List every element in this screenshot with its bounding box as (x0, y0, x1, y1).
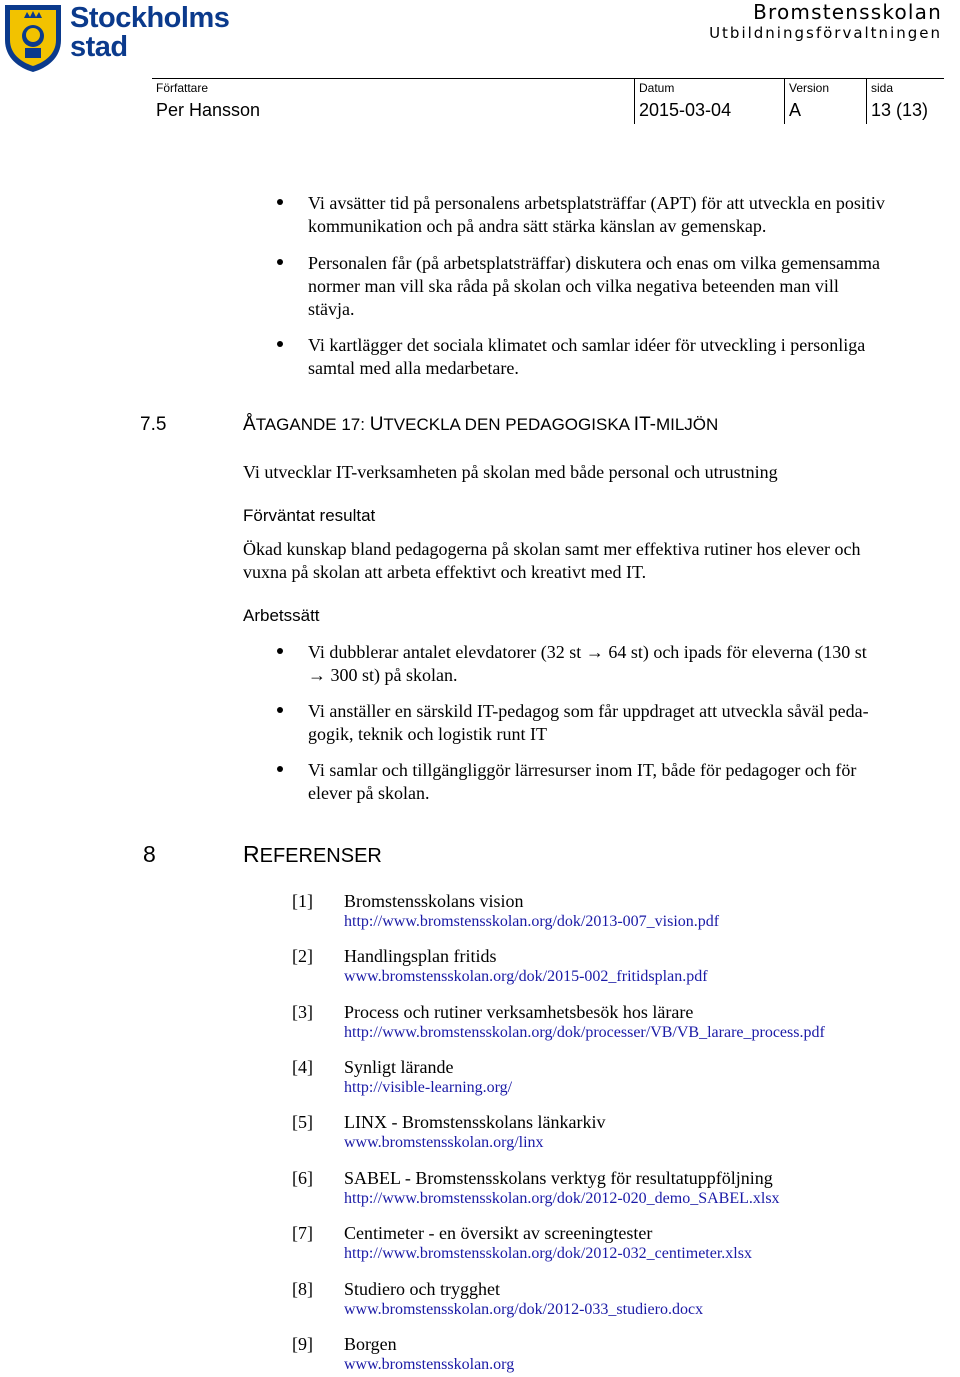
org-dept: Utbildningsförvaltningen (709, 24, 942, 42)
ref-title: Process och rutiner verksamhetsbesök hos lärare (344, 1002, 694, 1022)
date-label: Datum (639, 81, 675, 95)
ref-number: [8] (292, 1279, 313, 1299)
ref-number: [7] (292, 1223, 313, 1243)
date-value: 2015-03-04 (639, 100, 732, 120)
logo-line1: Stockholms (70, 2, 230, 34)
ref-title: Handlingsplan fritids (344, 946, 497, 966)
expected-result-heading: Förväntat resultat (243, 506, 376, 525)
ref-title: Studiero och trygghet (344, 1279, 500, 1299)
ref-link[interactable]: http://www.bromstensskolan.org/dok/2012-032_centimeter.xlsx (344, 1245, 752, 1262)
version-label: Version (789, 81, 830, 95)
section-8-title: REFERENSER (243, 841, 382, 867)
ref-link[interactable]: http://www.bromstensskolan.org/dok/processer/VB/VB_larare_process.pdf (344, 1024, 825, 1041)
ref-number: [3] (292, 1002, 313, 1022)
arrow-right-icon: → (585, 642, 604, 662)
ref-link[interactable]: http://www.bromstensskolan.org/dok/2012-020_demo_SABEL.xlsx (344, 1190, 780, 1207)
ref-title: Borgen (344, 1334, 397, 1354)
list-item: Vi avsätter tid på personalens arbetsplatsträffar (APT) för att utveckla en positiv kommunikation och på andra sätt stärka känslan av gemenskap. (308, 193, 885, 236)
ref-title: Synligt lärande (344, 1057, 454, 1077)
logo-line2: stad (70, 31, 128, 63)
org-name: Bromstensskolan (753, 0, 942, 24)
ref-title: Bromstensskolans vision (344, 891, 524, 911)
section-7-5-number: 7.5 (140, 414, 167, 435)
ref-link[interactable]: www.bromstensskolan.org/dok/2015-002_fritidsplan.pdf (344, 968, 708, 985)
crest-icon (2, 2, 64, 74)
document-header-table (152, 78, 944, 124)
section-7-5-title: ÅTAGANDE 17: UTVECKLA DEN PEDAGOGISKA IT-MILJÖN (243, 414, 719, 435)
ref-link[interactable]: http://visible-learning.org/ (344, 1079, 513, 1096)
ref-link[interactable]: www.bromstensskolan.org/linx (344, 1134, 544, 1151)
list-item: Vi dubblerar antalet elevdatorer (32 st → 64 st) och ipads för eleverna (130 st → 300 st) på skolan. (308, 642, 867, 685)
ref-number: [1] (292, 891, 313, 911)
page-value: 13 (13) (871, 100, 929, 120)
bullet-icon (277, 341, 283, 347)
bullet-icon (277, 199, 283, 205)
author-label: Författare (156, 81, 209, 95)
list-item: Vi anställer en särskild IT-pedagog som får uppdraget att utveckla såväl peda- gogik, teknik och logistik runt IT (308, 701, 869, 744)
method-heading: Arbetssätt (243, 606, 320, 625)
list-item: Vi samlar och tillgängliggör lärresurser inom IT, både för pedagoger och för elever på skolan. (308, 760, 857, 803)
ref-link[interactable]: http://www.bromstensskolan.org/dok/2013-007_vision.pdf (344, 913, 720, 930)
stockholms-stad-logo (2, 2, 230, 72)
bullet-icon (277, 259, 283, 265)
ref-title: LINX - Bromstensskolans länkarkiv (344, 1112, 606, 1132)
section-8-number: 8 (143, 841, 156, 867)
list-item: Vi kartlägger det sociala klimatet och samlar idéer för utveckling i personliga samtal med alla medarbetare. (308, 335, 866, 378)
ref-number: [6] (292, 1168, 313, 1188)
ref-number: [4] (292, 1057, 313, 1077)
author-value: Per Hansson (156, 100, 261, 120)
arrow-right-icon: → (308, 665, 326, 685)
ref-number: [2] (292, 946, 313, 966)
ref-number: [5] (292, 1112, 313, 1132)
ref-title: SABEL - Bromstensskolans verktyg för resultatuppföljning (344, 1168, 773, 1188)
bullet-icon (277, 648, 283, 654)
bullet-icon (277, 707, 283, 713)
ref-title: Centimeter - en översikt av screeningtester (344, 1223, 653, 1243)
ref-link[interactable]: www.bromstensskolan.org/dok/2012-033_studiero.docx (344, 1301, 704, 1318)
list-item: Personalen får (på arbetsplatsträffar) diskutera och enas om vilka gemensamma normer man vill ska råda på skolan och vilka negativa beteenden man vill stävja. (308, 253, 880, 319)
page-label: sida (871, 81, 894, 95)
version-value: A (789, 100, 802, 120)
expected-result-text: Ökad kunskap bland pedagogerna på skolan samt mer effektiva rutiner hos elever och vuxna på skolan att arbeta effektivt och kreativt med IT. (243, 539, 861, 582)
ref-link[interactable]: www.bromstensskolan.org (344, 1356, 515, 1373)
section-intro: Vi utvecklar IT-verksamheten på skolan med både personal och utrustning (243, 462, 778, 482)
bullet-icon (277, 766, 283, 772)
ref-number: [9] (292, 1334, 313, 1354)
